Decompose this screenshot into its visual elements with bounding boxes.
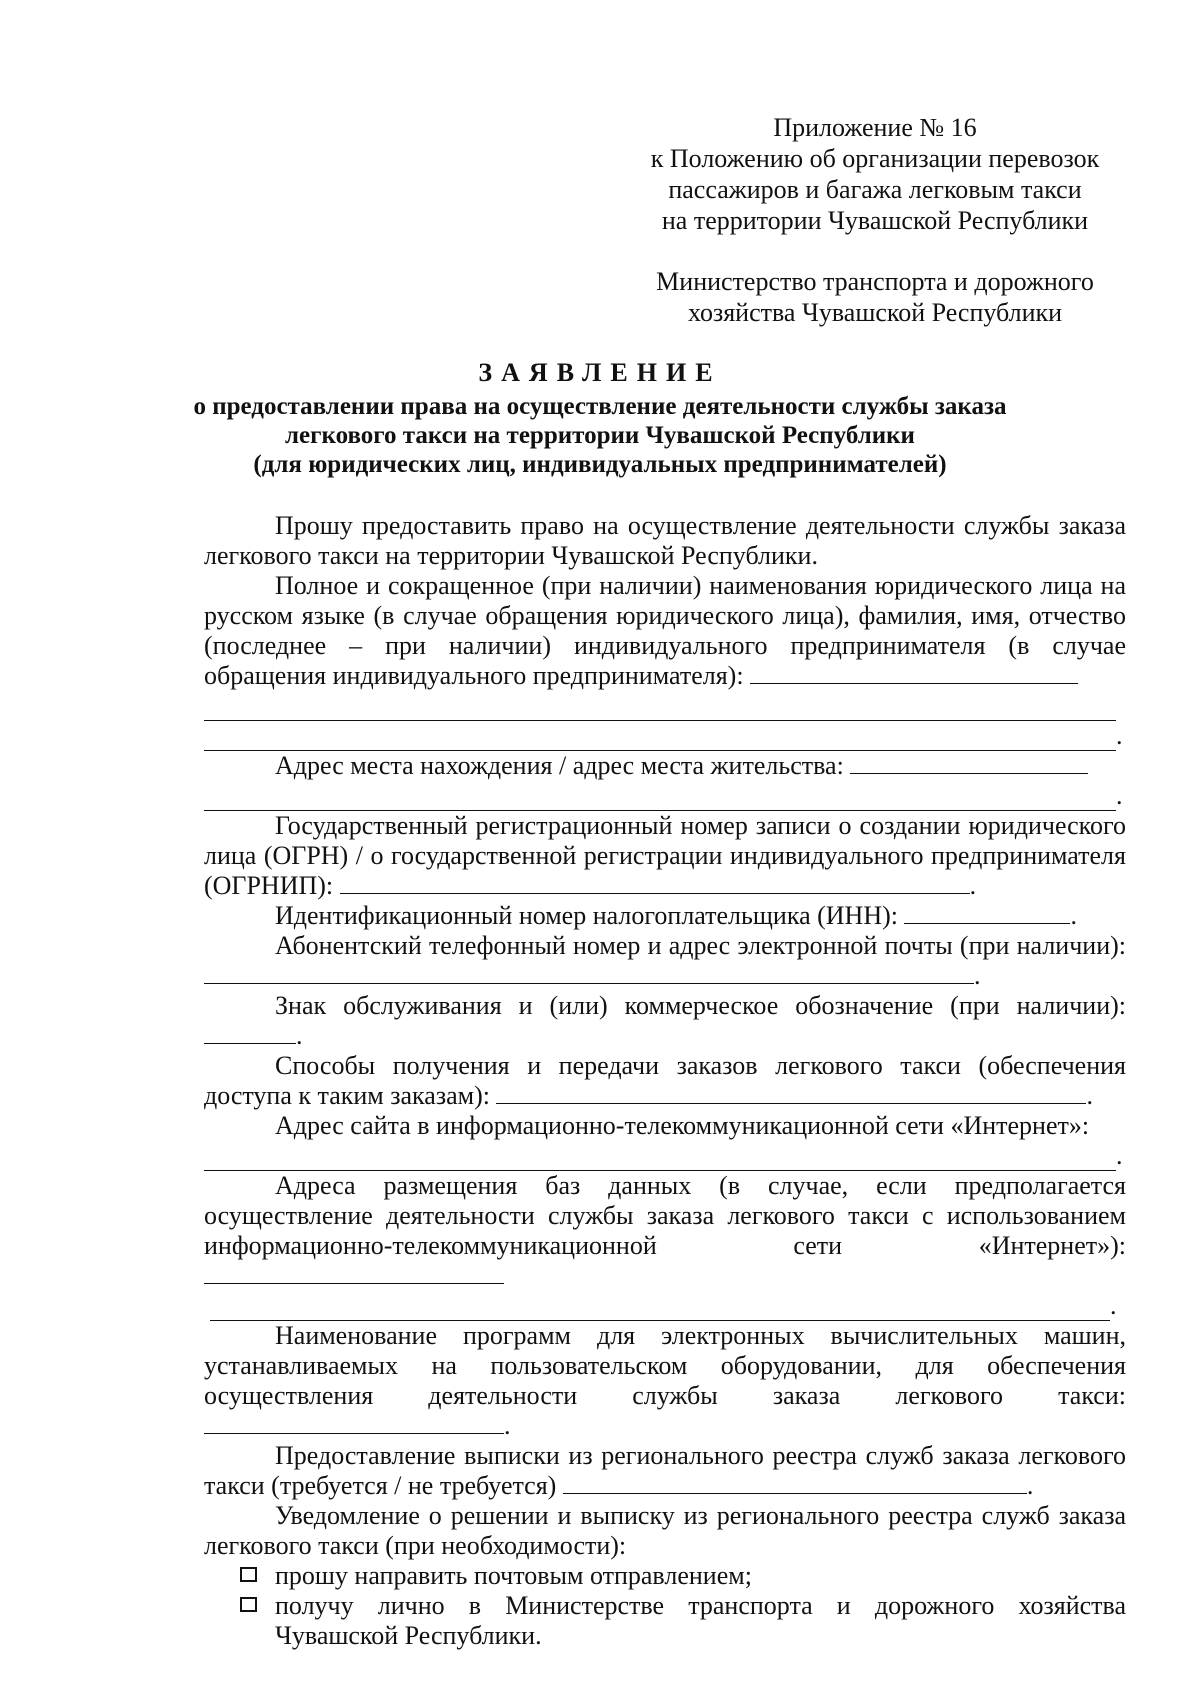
software-label: Наименование программ для электронных вычислительных машин, устанавливаемых на пользовательском оборудовании, для обеспечения осуществления деятельности службы заказа легкового такси: [204,1321,1126,1410]
checkbox-icon[interactable] [240,1597,257,1612]
databases-paragraph [204,1171,1126,1291]
ogrn-paragraph [204,811,1126,901]
address-field-line-2-row [204,781,1126,811]
software-field[interactable] [204,1411,504,1434]
subtitle-line-1: о предоставлении права на осуществление деятельности службы заказа [193,393,1007,420]
software-paragraph [204,1321,1126,1441]
address-paragraph [204,751,1126,781]
trademark-field[interactable] [204,1021,296,1044]
trademark-paragraph [204,991,1126,1051]
addressee-line-2: хозяйства Чувашской Республики [687,298,1063,327]
website-field[interactable] [204,1142,1116,1171]
address-label: Адрес места нахождения / адрес места жительства: [275,751,844,780]
document-subtitle [150,392,1050,479]
databases-field-line-2-row [204,1291,1126,1321]
appendix-number: Приложение № 16 [773,113,977,142]
delivery-options [204,1561,1126,1651]
period: . [1086,1081,1093,1110]
order-methods-label: Способы получения и передачи заказов легкового такси (обеспечения доступа к таким заказам): [204,1051,1126,1110]
document-title: ЗАЯВЛЕНИЕ [478,358,722,387]
period: . [969,871,977,900]
contacts-paragraph [204,931,1126,991]
contacts-label: Абонентский телефонный номер и адрес электронной почты (при наличии): [275,931,1126,960]
addressee [620,266,1130,328]
period: . [296,1021,303,1050]
trademark-label: Знак обслуживания и (или) коммерческое обозначение (при наличии): [275,991,1126,1020]
period: . [1110,1291,1117,1320]
name-field-line-3-row [204,721,1126,751]
period: . [1026,1471,1034,1500]
databases-label: Адреса размещения баз данных (в случае, если предполагается осуществление деятельности службы заказа легкового такси с использованием информационно-телекоммуникационной сети «Интернет»): [204,1171,1126,1260]
appendix-ref-1: к Положению об организации перевозок [650,144,1100,173]
subtitle-line-3: (для юридических лиц, индивидуальных предпринимателей) [253,451,947,478]
website-field-row [204,1141,1126,1171]
name-field[interactable] [750,661,1078,684]
name-field-line-2[interactable] [204,691,1116,721]
databases-field[interactable] [204,1261,504,1284]
notification-paragraph [204,1501,1126,1561]
inn-paragraph [204,901,1126,931]
option-mail[interactable] [240,1561,1126,1591]
extract-field[interactable] [563,1471,1027,1494]
website-paragraph [204,1111,1126,1141]
extract-label: Предоставление выписки из регионального реестра служб заказа легкового такси (требуется / не требуется) [204,1441,1126,1500]
request-text: Прошу предоставить право на осуществление деятельности службы заказа легкового такси на территории Чувашской Республики. [204,511,1126,570]
ogrn-label: Государственный регистрационный номер записи о создании юридического лица (ОГРН) / о государственной регистрации индивидуального предпринимателя (ОГРНИП): [204,811,1126,900]
order-methods-field[interactable] [496,1081,1086,1104]
extract-paragraph [204,1441,1126,1501]
option-in-person-label: получу лично в Министерстве транспорта и дорожного хозяйства Чувашской Республики. [275,1591,1126,1650]
website-label: Адрес сайта в информационно-телекоммуникационной сети «Интернет»: [275,1111,1090,1140]
option-mail-label: прошу направить почтовым отправлением; [275,1561,752,1590]
appendix-header [620,112,1130,236]
contacts-field[interactable] [204,961,974,984]
databases-field-line-2[interactable] [210,1292,1110,1321]
appendix-ref-2: пассажиров и багажа легковым такси [668,175,1082,204]
inn-field[interactable] [904,901,1070,924]
address-field-line-2[interactable] [204,782,1116,811]
addressee-line-1: Министерство транспорта и дорожного [656,267,1094,296]
period: . [1116,1141,1123,1170]
period: . [1116,721,1123,750]
period: . [974,961,981,990]
address-field[interactable] [850,751,1088,774]
checkbox-icon[interactable] [240,1567,257,1582]
period: . [1116,781,1123,810]
period: . [504,1411,511,1440]
appendix-ref-3: на территории Чувашской Республики [661,206,1089,235]
name-label: Полное и сокращенное (при наличии) наименования юридического лица на русском языке (в случае обращения юридического лица), фамилия, имя, отчество (последнее – при наличии) индивидуального предпринимателя (в случае обращения индивидуального предпринимателя): [204,571,1126,690]
name-paragraph [204,571,1126,691]
option-in-person[interactable] [240,1591,1126,1651]
request-paragraph [204,511,1126,571]
period: . [1070,901,1077,930]
order-methods-paragraph [204,1051,1126,1111]
name-field-line-3[interactable] [204,722,1116,751]
notification-label: Уведомление о решении и выписку из регионального реестра служб заказа легкового такси (при необходимости): [204,1501,1126,1560]
inn-label: Идентификационный номер налогоплательщика (ИНН): [275,901,898,930]
form-body [204,511,1126,1651]
subtitle-line-2: легкового такси на территории Чувашской Республики [285,422,915,449]
ogrn-field[interactable] [340,871,970,894]
